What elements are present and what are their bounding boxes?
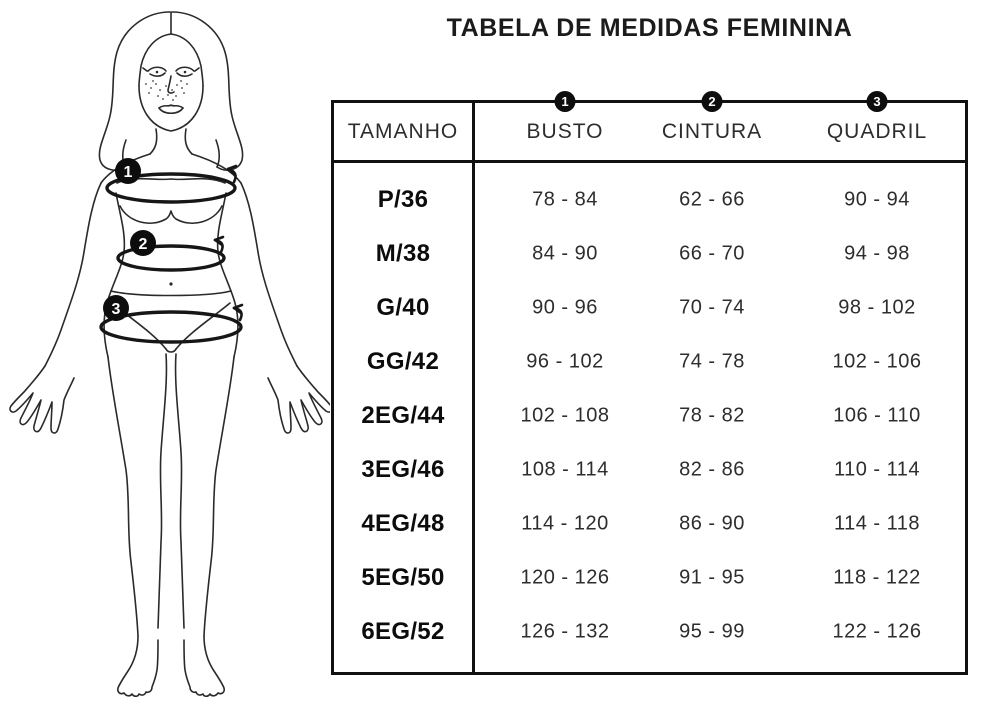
cintura-cell: 86 - 90 [679, 512, 745, 535]
bust-marker-number: 1 [123, 164, 133, 181]
table-row [334, 551, 965, 605]
table-row [334, 497, 965, 551]
column-header-cintura: CINTURA [661, 119, 763, 143]
column-header-quadril: QUADRIL [826, 119, 928, 143]
cintura-cell: 78 - 82 [679, 404, 745, 427]
cintura-cell: 62 - 66 [679, 188, 745, 211]
quadril-cell: 118 - 122 [833, 566, 921, 589]
size-table [331, 94, 968, 675]
cintura-cell: 66 - 70 [679, 242, 745, 265]
table-row [334, 443, 965, 497]
quadril-cell: 90 - 94 [844, 188, 910, 211]
table-row [334, 281, 965, 335]
busto-cell: 126 - 132 [520, 620, 610, 643]
size-cell: M/38 [375, 240, 431, 267]
quadril-cell: 98 - 102 [838, 296, 916, 319]
cintura-cell: 82 - 86 [679, 458, 745, 481]
busto-cell: 96 - 102 [526, 350, 604, 373]
busto-badge: 1 [555, 91, 576, 112]
quadril-cell: 122 - 126 [832, 620, 922, 643]
size-cell: 4EG/48 [361, 510, 445, 537]
table-header-row [334, 103, 965, 160]
page-title: TABELA DE MEDIDAS FEMININA [446, 14, 853, 42]
bust-marker-badge [115, 158, 141, 184]
hip-marker-number: 3 [111, 301, 121, 318]
cintura-cell: 91 - 95 [679, 566, 745, 589]
cintura-cell: 74 - 78 [679, 350, 745, 373]
size-cell: 3EG/46 [361, 456, 445, 483]
quadril-cell: 94 - 98 [844, 242, 910, 265]
busto-cell: 78 - 84 [532, 188, 598, 211]
quadril-cell: 102 - 106 [832, 350, 922, 373]
cintura-cell: 70 - 74 [679, 296, 745, 319]
busto-cell: 102 - 108 [520, 404, 610, 427]
hip-marker-badge [103, 295, 129, 321]
table-body [334, 173, 965, 659]
busto-cell: 108 - 114 [521, 458, 609, 481]
cintura-cell: 95 - 99 [679, 620, 745, 643]
quadril-cell: 110 - 114 [833, 458, 921, 481]
female-body-diagram [0, 0, 330, 704]
quadril-badge: 3 [867, 91, 888, 112]
female-body-line-drawing [0, 0, 330, 704]
size-cell: 5EG/50 [361, 564, 445, 591]
freckles [145, 80, 188, 101]
waist-marker-badge [130, 230, 156, 256]
busto-cell: 114 - 120 [521, 512, 609, 535]
table-row [334, 227, 965, 281]
quadril-cell: 114 - 118 [833, 512, 921, 535]
header-divider [334, 160, 965, 163]
table-row [334, 173, 965, 227]
busto-cell: 90 - 96 [532, 296, 598, 319]
table-row [334, 335, 965, 389]
size-cell: GG/42 [366, 348, 440, 375]
waist-marker-number: 2 [138, 236, 148, 253]
size-cell: G/40 [376, 294, 430, 321]
table-row [334, 605, 965, 659]
quadril-cell: 106 - 110 [833, 404, 921, 427]
cintura-badge: 2 [702, 91, 723, 112]
size-cell: 2EG/44 [361, 402, 445, 429]
table-row [334, 389, 965, 443]
column-header-tamanho: TAMANHO [347, 119, 459, 143]
busto-cell: 84 - 90 [532, 242, 598, 265]
column-header-busto: BUSTO [526, 119, 604, 143]
busto-cell: 120 - 126 [520, 566, 610, 589]
size-cell: P/36 [377, 186, 429, 213]
size-cell: 6EG/52 [361, 618, 445, 645]
